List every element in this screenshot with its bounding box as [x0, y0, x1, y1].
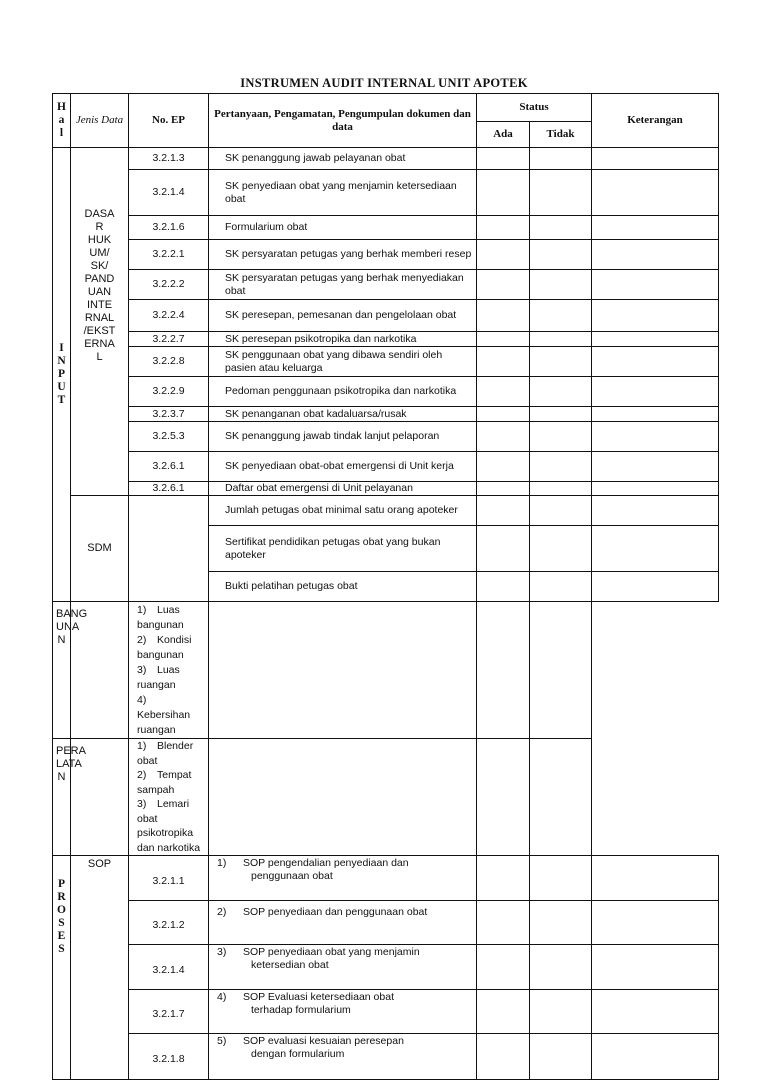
ada-cell[interactable] — [477, 572, 530, 602]
tidak-cell[interactable] — [530, 332, 592, 347]
tidak-cell[interactable] — [530, 240, 592, 270]
keterangan-cell[interactable] — [592, 407, 719, 422]
header-no-ep: No. EP — [129, 94, 209, 148]
header-row — [53, 94, 719, 122]
ada-cell[interactable] — [477, 1034, 530, 1080]
page-title: INSTRUMEN AUDIT INTERNAL UNIT APOTEK — [240, 76, 528, 90]
ada-cell[interactable] — [209, 602, 477, 739]
keterangan-cell[interactable] — [592, 347, 719, 377]
tidak-cell[interactable] — [530, 407, 592, 422]
ep-number: 3.2.1.3 — [129, 148, 209, 170]
table-row — [53, 332, 719, 347]
keterangan-cell[interactable] — [592, 526, 719, 572]
keterangan-cell[interactable] — [592, 901, 719, 945]
keterangan-cell[interactable] — [592, 496, 719, 526]
keterangan-cell[interactable] — [592, 1034, 719, 1080]
list-item: 1) Luas bangunan — [137, 604, 184, 631]
ada-cell[interactable] — [477, 216, 530, 240]
question: SK persyaratan petugas yang berhak menyediakan obat — [209, 270, 477, 300]
tidak-cell[interactable] — [530, 148, 592, 170]
table-row — [53, 347, 719, 377]
table-row — [53, 602, 719, 739]
header-tidak: Tidak — [530, 122, 592, 148]
ep-number: 3.2.2.8 — [129, 347, 209, 377]
table-row — [53, 945, 719, 990]
keterangan-cell[interactable] — [530, 602, 592, 739]
ep-number: 3.2.2.9 — [129, 377, 209, 407]
ep-number — [129, 496, 209, 602]
tidak-cell[interactable] — [530, 170, 592, 216]
tidak-cell[interactable] — [530, 377, 592, 407]
ada-cell[interactable] — [477, 300, 530, 332]
table-row — [53, 300, 719, 332]
ada-cell[interactable] — [477, 526, 530, 572]
section-input: I N P U T — [53, 148, 71, 602]
ada-cell[interactable] — [477, 452, 530, 482]
group-bangunan: BANG UNA N — [53, 602, 71, 739]
ada-cell[interactable] — [477, 170, 530, 216]
sop-question: 1) SOP pengendalian penyediaan dan penggunaan obat — [209, 856, 477, 901]
tidak-cell[interactable] — [530, 572, 592, 602]
keterangan-cell[interactable] — [592, 422, 719, 452]
ep-number: 3.2.1.1 — [129, 856, 209, 901]
header-ada: Ada — [477, 122, 530, 148]
question: SK penanggung jawab tindak lanjut pelaporan — [209, 422, 477, 452]
question: SK penyediaan obat-obat emergensi di Unit kerja — [209, 452, 477, 482]
audit-table — [52, 93, 719, 1080]
tidak-cell[interactable] — [477, 739, 530, 856]
section-proses: P R O S E S — [53, 856, 71, 1080]
list-item: 4)Kebersihan ruangan — [137, 694, 191, 736]
question: SK penggunaan obat yang dibawa sendiri oleh pasien atau keluarga — [209, 347, 477, 377]
tidak-cell[interactable] — [530, 856, 592, 901]
keterangan-cell[interactable] — [592, 990, 719, 1034]
ep-number: 3.2.1.4 — [129, 170, 209, 216]
question: SK penanganan obat kadaluarsa/rusak — [209, 407, 477, 422]
tidak-cell[interactable] — [530, 452, 592, 482]
keterangan-cell[interactable] — [592, 270, 719, 300]
header-status: Status — [477, 94, 592, 122]
table-row — [53, 216, 719, 240]
question: Daftar obat emergensi di Unit pelayanan — [209, 482, 477, 496]
group-peralatan: PERA LATA N — [53, 739, 71, 856]
ep-number: 3.2.2.7 — [129, 332, 209, 347]
group-sop: SOP — [71, 856, 129, 1080]
sop-question: 2) SOP penyediaan dan penggunaan obat — [209, 901, 477, 945]
ep-number: 3.2.2.1 — [129, 240, 209, 270]
ep-number: 3.2.3.7 — [129, 407, 209, 422]
ep-number: 3.2.2.4 — [129, 300, 209, 332]
ep-number: 3.2.1.6 — [129, 216, 209, 240]
tidak-cell[interactable] — [530, 482, 592, 496]
ep-number: 3.2.1.4 — [129, 945, 209, 990]
header-jenis-data: Jenis Data — [71, 94, 129, 148]
keterangan-cell[interactable] — [592, 216, 719, 240]
ada-cell[interactable] — [477, 332, 530, 347]
header-pertanyaan: Pertanyaan, Pengamatan, Pengumpulan dokumen dan data — [209, 94, 477, 148]
list-item: 2) Kondisi bangunan — [137, 634, 192, 661]
question: SK persyaratan petugas yang berhak memberi resep — [209, 240, 477, 270]
ep-number: 3.2.2.2 — [129, 270, 209, 300]
list-item: 2) Tempat sampah — [137, 769, 192, 796]
keterangan-cell[interactable] — [530, 739, 592, 856]
keterangan-cell[interactable] — [592, 170, 719, 216]
ep-number: 3.2.5.3 — [129, 422, 209, 452]
question: SK peresepan, pemesanan dan pengelolaan obat — [209, 300, 477, 332]
question: Formularium obat — [209, 216, 477, 240]
table-row — [53, 170, 719, 216]
keterangan-cell[interactable] — [592, 452, 719, 482]
question: Bukti pelatihan petugas obat — [209, 572, 477, 602]
header-keterangan: Keterangan — [592, 94, 719, 148]
ada-cell[interactable] — [477, 422, 530, 452]
table-row — [53, 148, 719, 170]
table-row — [53, 377, 719, 407]
question: Pedoman penggunaan psikotropika dan narkotika — [209, 377, 477, 407]
keterangan-cell[interactable] — [592, 332, 719, 347]
ada-cell[interactable] — [477, 407, 530, 422]
ada-cell[interactable] — [477, 482, 530, 496]
ep-number: 3.2.1.7 — [129, 990, 209, 1034]
sop-question: 4) SOP Evaluasi ketersediaan obat terhadap formularium — [209, 990, 477, 1034]
ada-cell[interactable] — [477, 945, 530, 990]
table-row — [53, 1034, 719, 1080]
ada-cell[interactable] — [477, 377, 530, 407]
ada-cell[interactable] — [477, 240, 530, 270]
table-row — [53, 739, 719, 856]
ada-cell[interactable] — [209, 739, 477, 856]
keterangan-cell[interactable] — [592, 856, 719, 901]
table-row — [53, 422, 719, 452]
table-row — [53, 990, 719, 1034]
ep-number: 3.2.6.1 — [129, 452, 209, 482]
ep-number: 3.2.1.2 — [129, 901, 209, 945]
table-row — [53, 270, 719, 300]
question-list — [129, 602, 209, 739]
header-hal: H a l — [53, 94, 71, 148]
keterangan-cell[interactable] — [592, 240, 719, 270]
tidak-cell[interactable] — [530, 422, 592, 452]
table-row — [53, 856, 719, 901]
ada-cell[interactable] — [477, 148, 530, 170]
tidak-cell[interactable] — [530, 496, 592, 526]
table-row — [53, 901, 719, 945]
question-list — [129, 739, 209, 856]
ada-cell[interactable] — [477, 496, 530, 526]
question: SK penanggung jawab pelayanan obat — [209, 148, 477, 170]
question: Jumlah petugas obat minimal satu orang apoteker — [209, 496, 477, 526]
sop-question: 3) SOP penyediaan obat yang menjamin ketersedian obat — [209, 945, 477, 990]
group-sdm: SDM — [71, 496, 129, 602]
ep-number — [71, 602, 129, 739]
table-row — [53, 452, 719, 482]
tidak-cell[interactable] — [530, 526, 592, 572]
ep-number: 3.2.6.1 — [129, 482, 209, 496]
table-row — [53, 407, 719, 422]
tidak-cell[interactable] — [530, 945, 592, 990]
tidak-cell[interactable] — [530, 270, 592, 300]
keterangan-cell[interactable] — [592, 482, 719, 496]
ada-cell[interactable] — [477, 270, 530, 300]
table-row — [53, 482, 719, 496]
keterangan-cell[interactable] — [592, 572, 719, 602]
table-row — [53, 496, 719, 526]
ada-cell[interactable] — [477, 347, 530, 377]
tidak-cell[interactable] — [530, 300, 592, 332]
question: SK penyediaan obat yang menjamin ketersediaan obat — [209, 170, 477, 216]
ada-cell[interactable] — [477, 901, 530, 945]
sop-question: 5) SOP evaluasi kesuaian peresepan dengan formularium — [209, 1034, 477, 1080]
table-row — [53, 240, 719, 270]
list-item: 3) Luas ruangan — [137, 664, 180, 691]
tidak-cell[interactable] — [530, 347, 592, 377]
tidak-cell[interactable] — [530, 990, 592, 1034]
tidak-cell[interactable] — [530, 216, 592, 240]
keterangan-cell[interactable] — [592, 300, 719, 332]
group-dasar-hukum: DASA R HUK UM/ SK/ PAND UAN INTE RNAL /EKST ERNA L — [71, 148, 129, 496]
question: Sertifikat pendidikan petugas obat yang bukan apoteker — [209, 526, 477, 572]
ada-cell[interactable] — [477, 856, 530, 901]
list-item: 1) Blender obat — [137, 740, 194, 767]
question: SK peresepan psikotropika dan narkotika — [209, 332, 477, 347]
keterangan-cell[interactable] — [592, 377, 719, 407]
ada-cell[interactable] — [477, 990, 530, 1034]
tidak-cell[interactable] — [530, 901, 592, 945]
keterangan-cell[interactable] — [592, 148, 719, 170]
tidak-cell[interactable] — [477, 602, 530, 739]
keterangan-cell[interactable] — [592, 945, 719, 990]
ep-number: 3.2.1.8 — [129, 1034, 209, 1080]
list-item: 3) Lemari obat psikotropika dan narkotika — [137, 798, 201, 854]
tidak-cell[interactable] — [530, 1034, 592, 1080]
